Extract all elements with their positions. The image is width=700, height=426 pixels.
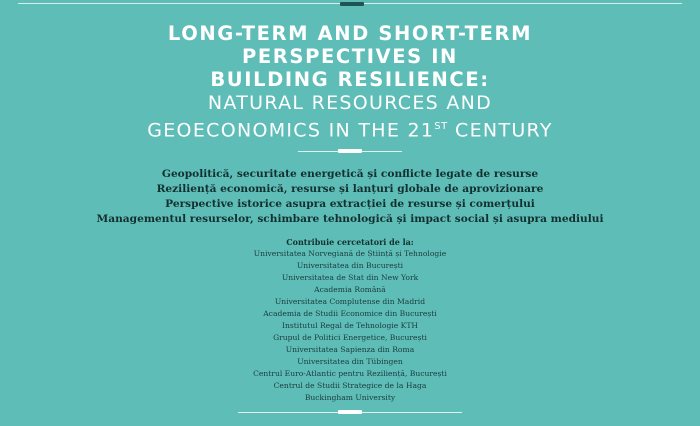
page-title — [0, 22, 700, 142]
institution-item: Centrul de Studii Strategice de la Haga — [273, 381, 427, 390]
institution-item: Academia Română — [314, 285, 386, 294]
institution-item: Grupul de Politici Energetice, București — [273, 333, 427, 342]
contributions-heading: Contribuie cercetatori de la: — [286, 237, 414, 247]
institution-item: Buckingham University — [304, 393, 396, 402]
institution-item: Universitatea din București — [296, 261, 404, 270]
title-line-1: LONG-TERM AND SHORT-TERM — [167, 22, 533, 45]
title-line-5 — [0, 115, 700, 142]
title-line-5-main: GEOECONOMICS IN THE 21 — [147, 119, 435, 142]
institution-item: Universitatea din Tübingen — [297, 357, 403, 366]
topics-list — [0, 167, 700, 227]
footer-divider-mark — [338, 410, 362, 414]
institution-item: Institutul Regal de Tehnologie KTH — [281, 321, 419, 330]
topic-item: Managementul resurselor, schimbare tehnologică și impact social și asupra mediului — [96, 213, 604, 225]
topic-item: Perspective istorice asupra extracției de resurse și comerțului — [165, 198, 535, 210]
institution-item: Universitatea Complutense din Madrid — [274, 297, 426, 306]
institution-item: Universitatea Sapienza din Roma — [285, 345, 415, 354]
title-divider-mark — [338, 149, 362, 153]
institutions-list — [0, 248, 700, 404]
title-line-2: PERSPECTIVES IN — [242, 45, 458, 68]
title-line-3: BUILDING RESILIENCE: — [210, 68, 490, 91]
institution-item: Academia de Studii Economice din București — [263, 309, 437, 318]
title-line-4: NATURAL RESOURCES AND — [207, 92, 493, 114]
top-tab-marker — [340, 2, 364, 6]
topic-item: Geopolitică, securitate energetică și conflicte legate de resurse — [161, 168, 539, 180]
title-line-5-sup: ST — [434, 121, 448, 132]
topic-item: Reziliență economică, resurse și lanțuri globale de aprovizionare — [156, 183, 544, 195]
institution-item: Centrul Euro-Atlantic pentru Reziliență, București — [253, 369, 447, 378]
title-line-5-end: CENTURY — [447, 119, 553, 142]
institution-item: Universitatea de Stat din New York — [281, 273, 419, 282]
institution-item: Universitatea Norvegiană de Știință și Tehnologie — [253, 249, 447, 258]
